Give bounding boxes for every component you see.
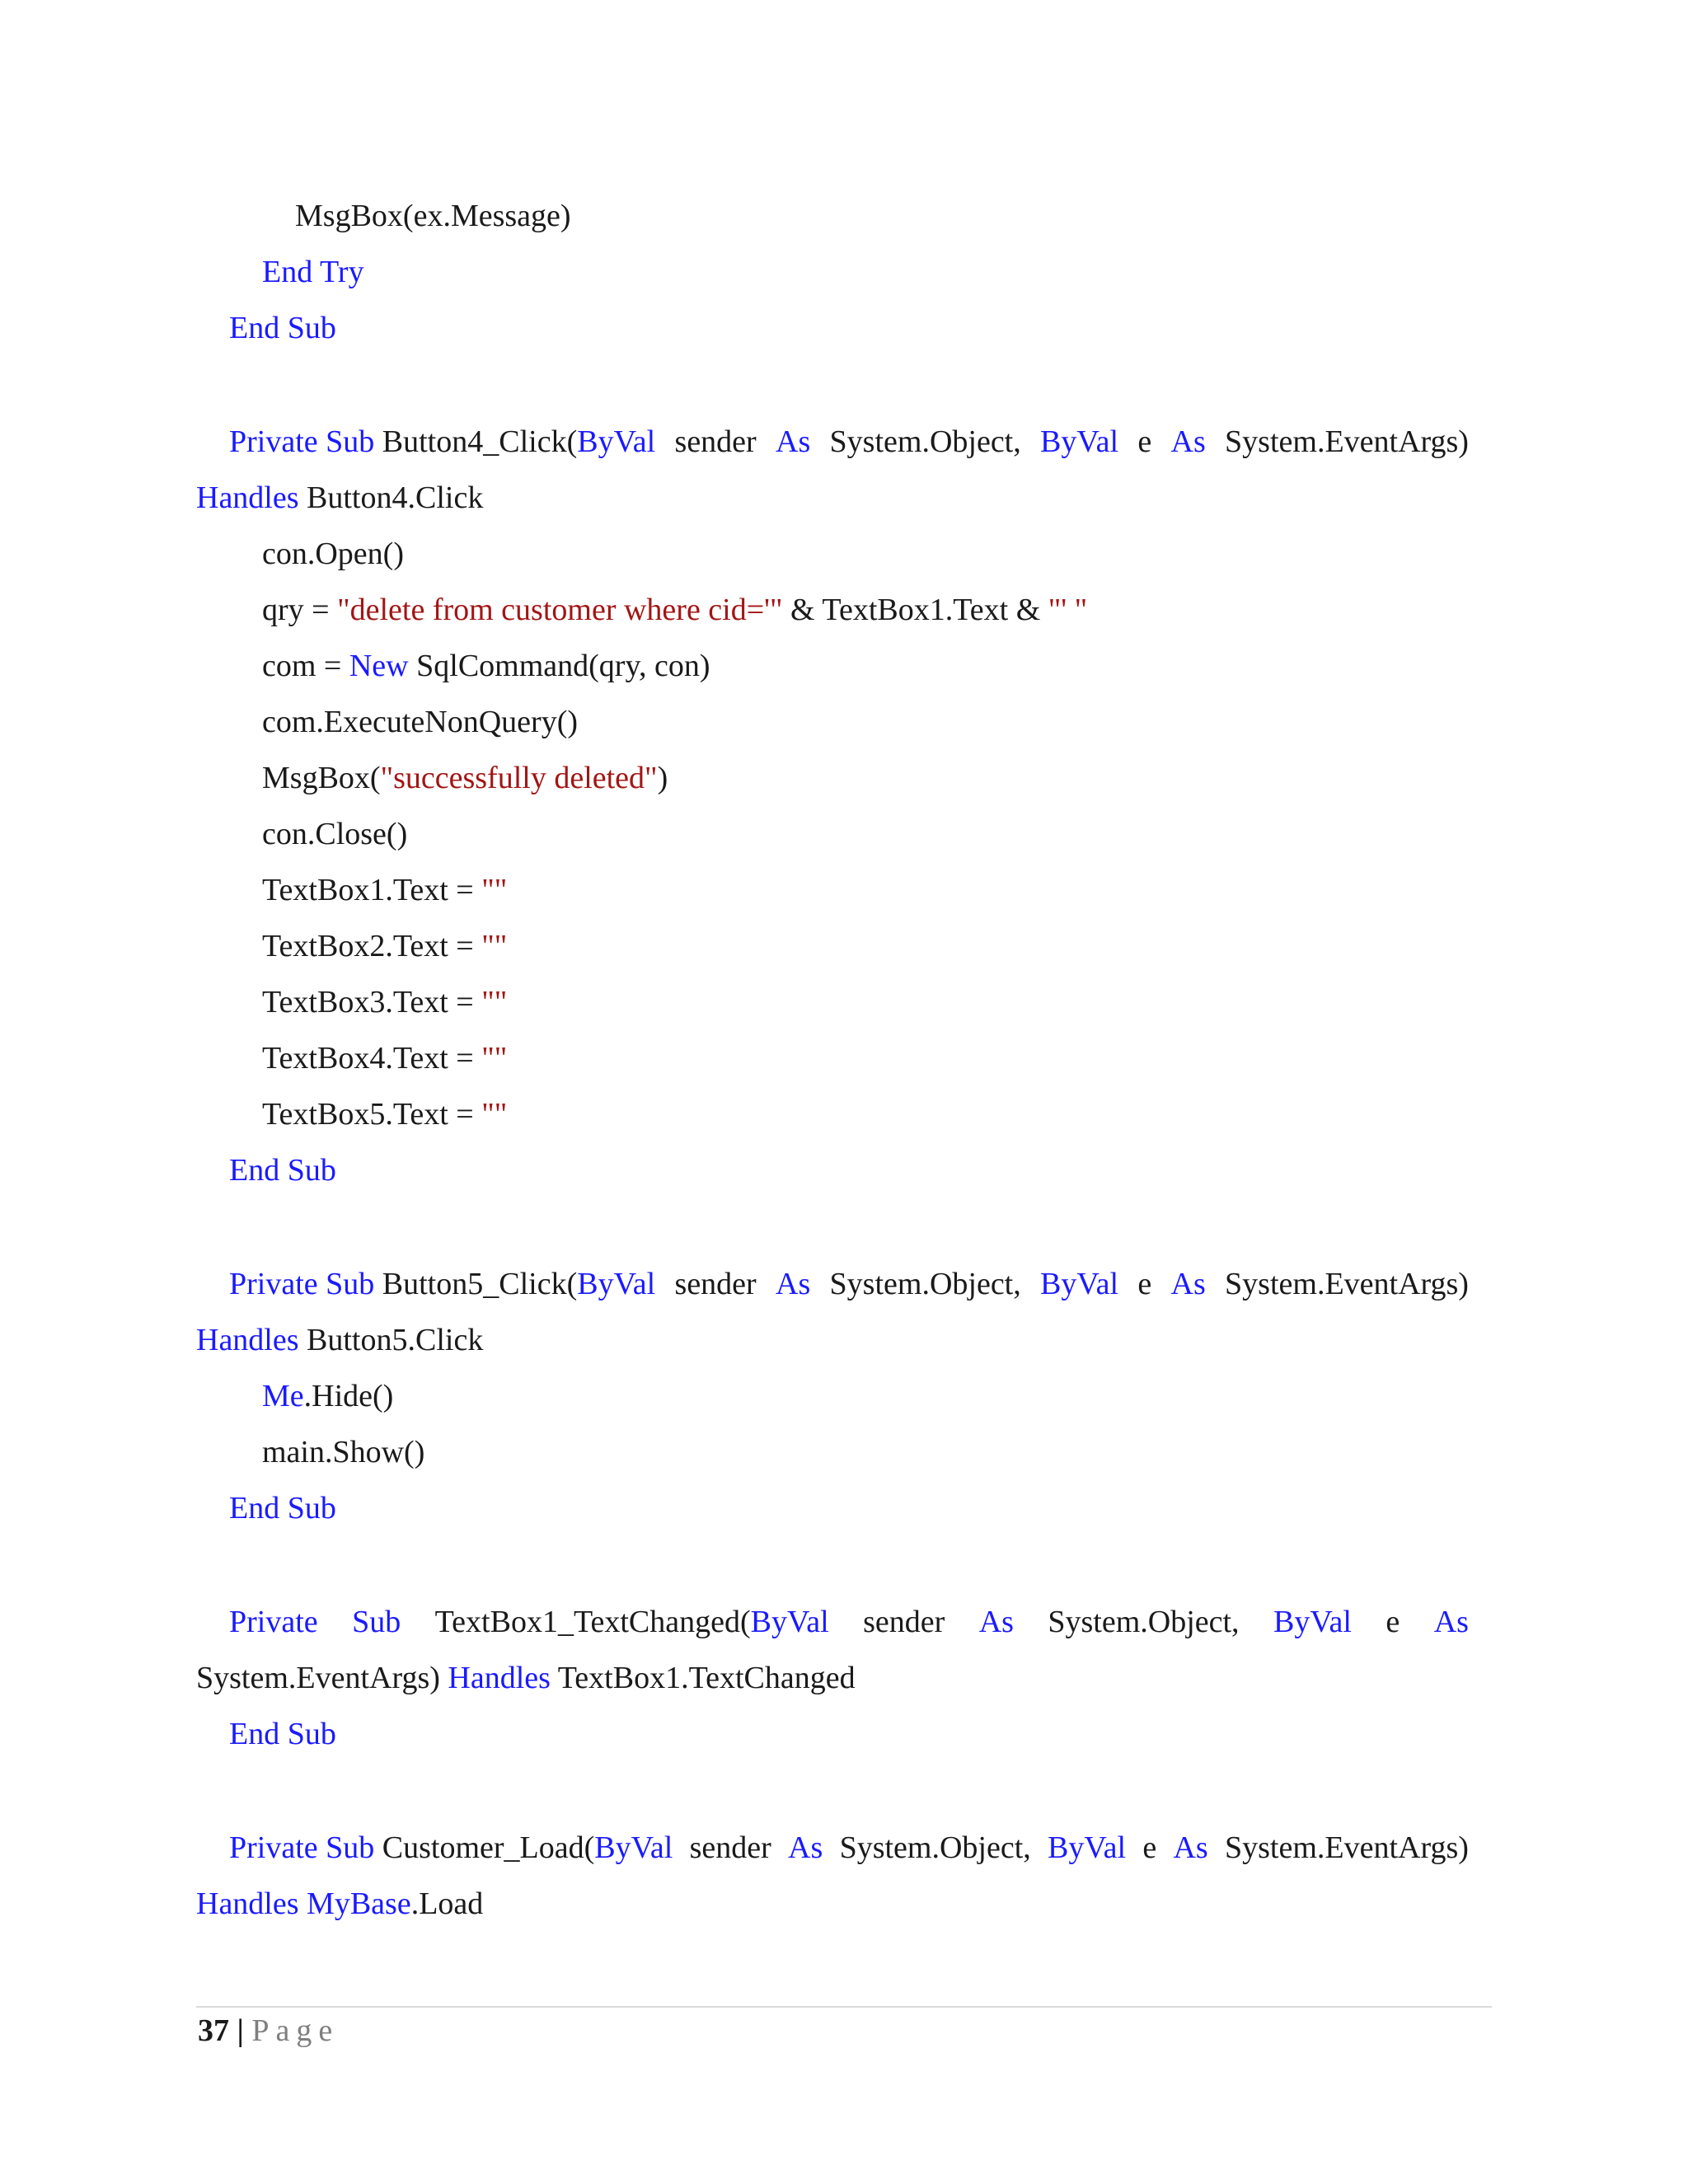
- code-line: [229, 308, 336, 348]
- keyword: Handles: [196, 480, 299, 515]
- code-line: [262, 590, 1087, 630]
- code-text: sender: [674, 424, 757, 459]
- keyword: End: [229, 1153, 280, 1188]
- code-text: Button5_Click(: [382, 1267, 578, 1301]
- code-line: [229, 422, 1469, 462]
- code-text: MsgBox(: [262, 761, 381, 795]
- code-text: System.EventArgs): [1225, 1267, 1469, 1301]
- code-line: [262, 534, 404, 574]
- code-text: System.EventArgs): [1225, 1830, 1469, 1865]
- code-line: [262, 1038, 507, 1078]
- code-text: System.Object,: [839, 1830, 1031, 1865]
- keyword: ByVal: [577, 424, 656, 459]
- code-text: ): [657, 761, 668, 795]
- code-text: sender: [863, 1605, 945, 1639]
- keyword: Handles: [196, 1886, 299, 1921]
- keyword: Sub: [287, 311, 336, 345]
- keyword: ByVal: [1048, 1830, 1127, 1865]
- keyword: As: [776, 1267, 811, 1301]
- keyword: ByVal: [594, 1830, 673, 1865]
- string-literal: "": [481, 873, 508, 907]
- footer-divider: [196, 2006, 1492, 2008]
- code-text: & TextBox1.Text &: [782, 593, 1048, 627]
- keyword: ByVal: [577, 1267, 656, 1301]
- keyword: As: [1433, 1605, 1469, 1639]
- code-text: e: [1386, 1605, 1400, 1639]
- footer-separator: |: [237, 2013, 244, 2048]
- code-text: TextBox3.Text =: [262, 985, 482, 1019]
- code-text: e: [1137, 424, 1152, 459]
- keyword: Sub: [326, 1830, 375, 1865]
- keyword: Private: [229, 424, 318, 459]
- code-text: sender: [689, 1830, 771, 1865]
- keyword: Sub: [287, 1153, 336, 1188]
- code-line: [262, 814, 407, 854]
- keyword: ByVal: [1040, 424, 1119, 459]
- code-line: [196, 1658, 856, 1698]
- string-literal: "": [481, 929, 508, 963]
- code-line: [196, 1884, 483, 1924]
- keyword: End: [229, 1491, 280, 1526]
- string-literal: "": [481, 985, 508, 1019]
- code-text: sender: [674, 1267, 757, 1301]
- keyword: ByVal: [1040, 1267, 1119, 1301]
- code-text: TextBox2.Text =: [262, 929, 482, 963]
- code-text: com =: [262, 649, 349, 683]
- keyword: Private: [229, 1830, 318, 1865]
- code-text: main.Show(): [262, 1435, 425, 1469]
- keyword: Sub: [326, 424, 375, 459]
- code-text: Button4.Click: [307, 480, 484, 515]
- code-text: MsgBox(ex.Message): [295, 199, 571, 233]
- page-footer: [198, 2011, 339, 2050]
- code-line: [262, 870, 507, 910]
- code-text: .Load: [410, 1886, 484, 1921]
- code-line: [262, 926, 507, 966]
- code-line: [295, 196, 571, 236]
- code-text: e: [1142, 1830, 1157, 1865]
- code-line: [262, 1376, 393, 1416]
- code-line: [229, 1828, 1469, 1868]
- code-line: [262, 252, 364, 292]
- keyword: As: [1170, 424, 1206, 459]
- string-literal: "": [481, 1097, 508, 1132]
- keyword: As: [788, 1830, 823, 1865]
- keyword: As: [1173, 1830, 1208, 1865]
- string-literal: "": [481, 1041, 508, 1076]
- keyword: Sub: [326, 1267, 375, 1301]
- page-number: 37: [198, 2013, 229, 2048]
- code-text: .Hide(): [303, 1379, 394, 1413]
- keyword: New: [349, 649, 409, 683]
- code-text: System.Object,: [829, 424, 1021, 459]
- code-text: Customer_Load(: [382, 1830, 595, 1865]
- code-text: System.EventArgs): [196, 1661, 448, 1695]
- code-line: [229, 1714, 336, 1754]
- keyword: MyBase: [307, 1886, 411, 1921]
- code-text: com.ExecuteNonQuery(): [262, 705, 579, 739]
- code-text: TextBox1.TextChanged: [550, 1661, 856, 1695]
- code-text: con.Open(): [262, 537, 404, 571]
- code-text: con.Close(): [262, 817, 408, 851]
- code-text: System.Object,: [829, 1267, 1021, 1301]
- keyword: End: [262, 255, 313, 289]
- keyword: ByVal: [1273, 1605, 1352, 1639]
- keyword: Handles: [448, 1661, 551, 1695]
- code-line: [262, 1432, 424, 1472]
- code-line: [262, 702, 578, 742]
- code-text: System.Object,: [1048, 1605, 1240, 1639]
- keyword: Try: [320, 255, 364, 289]
- code-line: [229, 1151, 336, 1190]
- code-text: TextBox1_TextChanged(: [434, 1605, 751, 1639]
- keyword: Private: [229, 1605, 318, 1639]
- keyword: End: [229, 1717, 280, 1751]
- code-line: [262, 1094, 507, 1134]
- keyword: As: [776, 424, 811, 459]
- keyword: End: [229, 311, 280, 345]
- keyword: Handles: [196, 1323, 299, 1357]
- code-line: [262, 982, 507, 1022]
- keyword: Sub: [287, 1491, 336, 1526]
- code-text: Button5.Click: [307, 1323, 484, 1357]
- keyword: Me: [262, 1379, 304, 1413]
- code-text: e: [1137, 1267, 1152, 1301]
- code-line: [229, 1264, 1469, 1304]
- string-literal: "' ": [1048, 593, 1088, 627]
- code-text: TextBox4.Text =: [262, 1041, 482, 1076]
- keyword: Sub: [352, 1605, 401, 1639]
- code-line: [229, 1488, 336, 1528]
- code-text: System.EventArgs): [1225, 424, 1469, 459]
- keyword: As: [978, 1605, 1014, 1639]
- code-text: TextBox5.Text =: [262, 1097, 482, 1132]
- keyword: Sub: [287, 1717, 336, 1751]
- code-text: SqlCommand(qry, con): [408, 649, 710, 683]
- code-text: TextBox1.Text =: [262, 873, 482, 907]
- keyword: As: [1170, 1267, 1206, 1301]
- code-line: [262, 758, 668, 798]
- code-text: Button4_Click(: [382, 424, 578, 459]
- code-line: [262, 646, 710, 686]
- code-line: [196, 1320, 483, 1360]
- code-line: [229, 1602, 1469, 1642]
- code-line: [196, 478, 483, 518]
- code-text: qry =: [262, 593, 338, 627]
- keyword: ByVal: [750, 1605, 829, 1639]
- keyword: Private: [229, 1267, 318, 1301]
- page-label: Page: [251, 2013, 340, 2048]
- string-literal: "successfully deleted": [380, 761, 658, 795]
- string-literal: "delete from customer where cid='": [337, 593, 783, 627]
